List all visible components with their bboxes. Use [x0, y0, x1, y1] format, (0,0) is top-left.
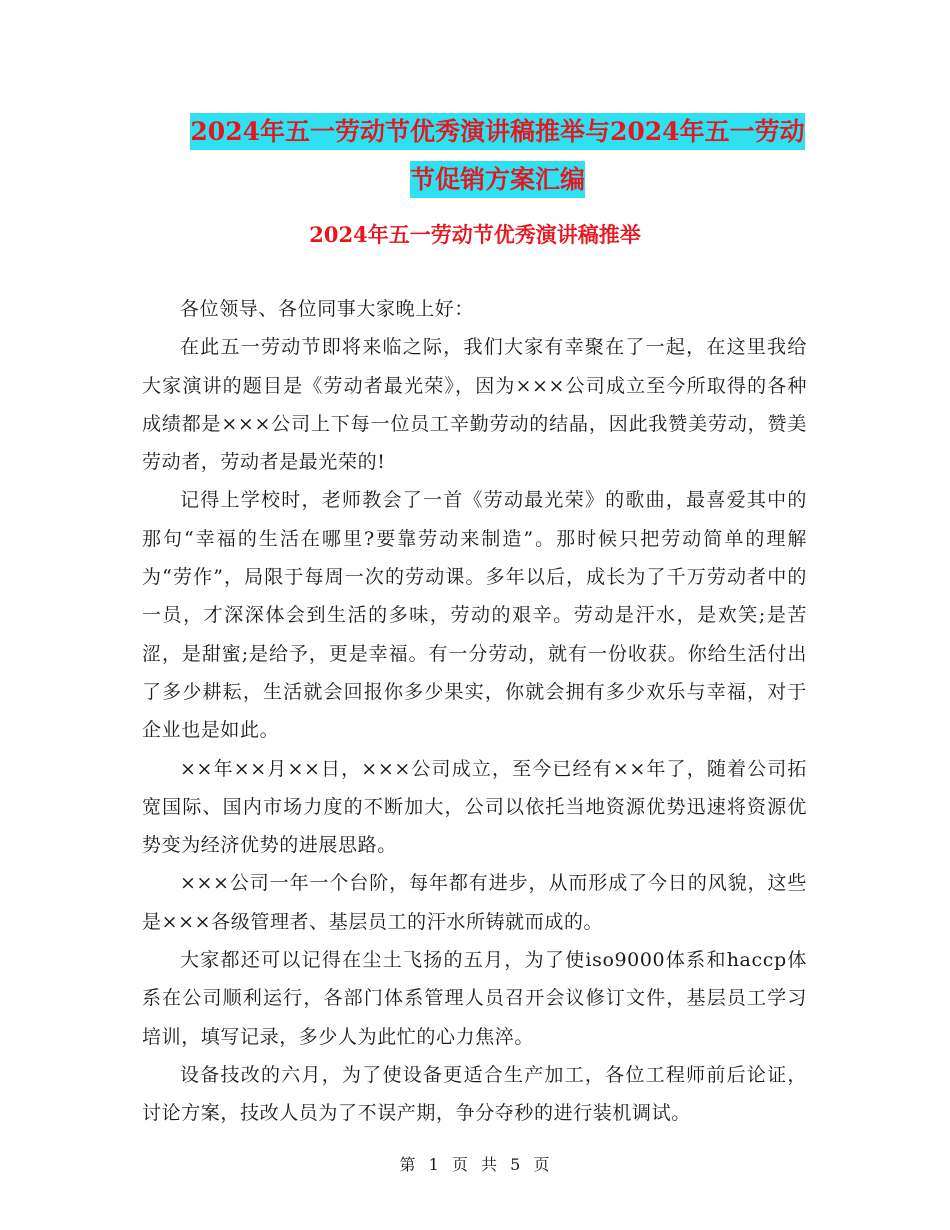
footer-total-pages: 5: [510, 1155, 522, 1174]
footer-page-label: 页: [451, 1155, 469, 1174]
section-title: 2024年五一劳动节优秀演讲稿推举: [309, 222, 641, 247]
paragraph: 记得上学校时，老师教会了一首《劳动最光荣》的歌曲，最喜爱其中的那句“幸福的生活在哪里?要靠劳动来制造”。那时候只把劳动简单的理解为“劳作”，局限于每周一次的劳动课。多年以后，成长为了千万劳动者中的一员，才深深体会到生活的多味，劳动的艰辛。劳动是汗水，是欢笑;是苦涩，是甜蜜;是给予，更是幸福。有一分劳动，就有一份收获。你给生活付出了多少耕耘，生活就会回报你多少果实，你就会拥有多少欢乐与幸福，对于企业也是如此。: [142, 489, 807, 742]
footer-suffix: 页: [533, 1155, 551, 1174]
document-body: [142, 290, 807, 1133]
paragraph: ××年××月××日，×××公司成立，至今已经有××年了，随着公司拓宽国际、国内市场力度的不断加大，公司以依托当地资源优势迅速将资源优势变为经济优势的进展思路。: [142, 757, 807, 857]
document-title: [120, 108, 875, 204]
page-footer: [0, 1152, 950, 1175]
paragraph: 设备技改的六月，为了使设备更适合生产加工，各位工程师前后论证，讨论方案，技改人员为了不误产期，争分夺秒的进行装机调试。: [142, 1063, 807, 1125]
paragraph: 大家都还可以记得在尘土飞扬的五月，为了使iso9000体系和haccp体系在公司顺利运行，各部门体系管理人员召开会议修订文件，基层员工学习培训，填写记录，多少人为此忙的心力焦淬。: [142, 949, 807, 1048]
paragraph: 在此五一劳动节即将来临之际，我们大家有幸聚在了一起，在这里我给大家演讲的题目是《劳动者最光荣》，因为×××公司成立至今所取得的各种成绩都是×××公司上下每一位员工辛勤劳动的结晶，因此我赞美劳动，赞美劳动者，劳动者是最光荣的!: [142, 336, 807, 474]
document-title-line1: 2024年五一劳动节优秀演讲稿推举与2024年五一劳动: [190, 113, 804, 150]
document-title-line2: 节促销方案汇编: [410, 161, 585, 198]
paragraph: ×××公司一年一个台阶，每年都有进步，从而形成了今日的风貌，这些是×××各级管理者、基层员工的汗水所铸就而成的。: [142, 872, 807, 933]
paragraph-greeting: 各位领导、各位同事大家晚上好：: [180, 298, 475, 320]
footer-prefix: 第: [399, 1155, 417, 1174]
footer-current-page: 1: [428, 1155, 440, 1174]
footer-total-label: 共: [481, 1155, 499, 1174]
